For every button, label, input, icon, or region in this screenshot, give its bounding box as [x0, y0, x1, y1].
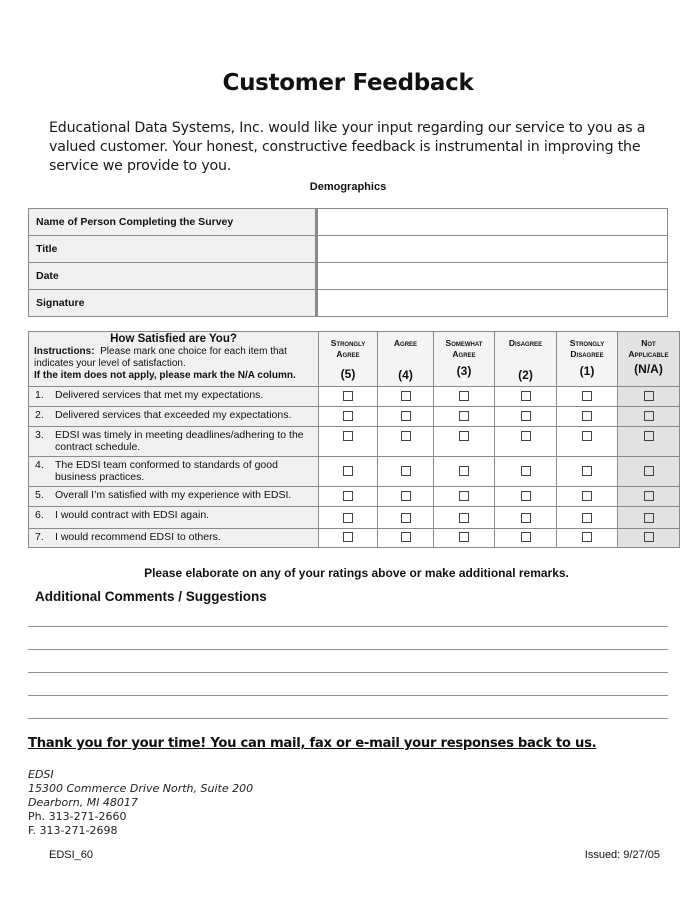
- checkbox-1[interactable]: [582, 411, 592, 421]
- checkbox-na[interactable]: [644, 532, 654, 542]
- fax-number: F. 313-271-2698: [28, 824, 118, 837]
- date-field[interactable]: [317, 263, 668, 290]
- question-number: 4.: [35, 459, 44, 471]
- signature-field[interactable]: [317, 290, 668, 317]
- checkbox-5[interactable]: [343, 491, 353, 501]
- checkbox-3[interactable]: [459, 532, 469, 542]
- col-score: (1): [579, 364, 595, 378]
- col-label: Applicable: [628, 349, 669, 359]
- form-id: EDSI_60: [49, 849, 94, 861]
- col-disagree: [495, 332, 557, 387]
- demographics-row: [29, 290, 668, 317]
- question-cell: [29, 387, 319, 407]
- checkbox-4[interactable]: [401, 491, 411, 501]
- checkbox-1[interactable]: [582, 431, 592, 441]
- checkbox-1[interactable]: [582, 513, 592, 523]
- name-field[interactable]: [317, 209, 668, 236]
- table-row: [29, 487, 680, 507]
- checkbox-2[interactable]: [521, 411, 531, 421]
- table-row: [29, 387, 680, 407]
- signature-label: Signature: [29, 290, 317, 317]
- checkbox-na[interactable]: [644, 491, 654, 501]
- checkbox-5[interactable]: [343, 391, 353, 401]
- comment-line-2[interactable]: [28, 649, 668, 650]
- question-text: Delivered services that exceeded my expectations.: [55, 409, 292, 421]
- question-number: 6.: [35, 509, 44, 521]
- col-label: Somewhat: [445, 338, 483, 348]
- elaborate-prompt: Please elaborate on any of your ratings above or make additional remarks.: [144, 566, 569, 580]
- thank-you-message: Thank you for your time! You can mail, fax or e-mail your responses back to us.: [28, 736, 597, 751]
- col-not-applicable: [618, 332, 680, 387]
- checkbox-na[interactable]: [644, 391, 654, 401]
- col-label: Agree: [336, 349, 360, 359]
- table-row: [29, 427, 680, 457]
- comment-line-1[interactable]: [28, 626, 668, 627]
- col-strongly-disagree: [557, 332, 618, 387]
- satisfaction-header-row: [29, 332, 680, 387]
- issued-date: Issued: 9/27/05: [584, 849, 660, 861]
- question-text: I would recommend EDSI to others.: [55, 531, 221, 543]
- col-agree: [378, 332, 434, 387]
- checkbox-2[interactable]: [521, 431, 531, 441]
- demographics-table: [28, 208, 668, 317]
- checkbox-3[interactable]: [459, 411, 469, 421]
- name-label: Name of Person Completing the Survey: [29, 209, 317, 236]
- col-label: Agree: [452, 349, 476, 359]
- checkbox-na[interactable]: [644, 513, 654, 523]
- satisfaction-table: [28, 331, 680, 548]
- question-number: 2.: [35, 409, 44, 421]
- checkbox-4[interactable]: [401, 391, 411, 401]
- comment-line-5[interactable]: [28, 718, 668, 719]
- table-row: [29, 507, 680, 529]
- checkbox-4[interactable]: [401, 466, 411, 476]
- question-text: Overall I’m satisfied with my experience with EDSI.: [55, 489, 292, 501]
- mailing-address: [28, 768, 253, 838]
- question-text: The EDSI team conformed to standards of good business practices.: [55, 459, 278, 483]
- checkbox-2[interactable]: [521, 491, 531, 501]
- col-label: Not: [641, 338, 656, 348]
- intro-paragraph: Educational Data Systems, Inc. would like your input regarding our service to you as a valued customer. Your honest, constructive feedback is instrumental in improving the service we provide to you.: [49, 120, 646, 174]
- checkbox-5[interactable]: [343, 411, 353, 421]
- street-address: 15300 Commerce Drive North, Suite 200: [28, 782, 254, 795]
- question-cell: [29, 507, 319, 529]
- checkbox-5[interactable]: [343, 431, 353, 441]
- checkbox-1[interactable]: [582, 391, 592, 401]
- checkbox-2[interactable]: [521, 466, 531, 476]
- checkbox-1[interactable]: [582, 466, 592, 476]
- col-label: Agree: [393, 338, 418, 348]
- satisfaction-instructions: [29, 332, 319, 387]
- col-score: (2): [518, 368, 533, 382]
- checkbox-3[interactable]: [459, 466, 469, 476]
- checkbox-5[interactable]: [343, 513, 353, 523]
- checkbox-3[interactable]: [459, 431, 469, 441]
- checkbox-1[interactable]: [582, 532, 592, 542]
- checkbox-2[interactable]: [521, 532, 531, 542]
- comments-heading: Additional Comments / Suggestions: [35, 589, 267, 604]
- title-label: Title: [29, 236, 317, 263]
- na-note: If the item does not apply, please mark the N/A column.: [34, 370, 296, 381]
- instructions-text: Please mark one choice for each item that indicates your level of satisfaction.: [34, 346, 287, 369]
- col-label: Strongly: [330, 338, 366, 348]
- question-cell: [29, 487, 319, 507]
- col-label: Disagree: [570, 349, 604, 359]
- checkbox-1[interactable]: [582, 491, 592, 501]
- question-number: 1.: [35, 389, 44, 401]
- question-cell: [29, 407, 319, 427]
- checkbox-3[interactable]: [459, 513, 469, 523]
- col-score: (4): [398, 368, 413, 382]
- question-number: 7.: [35, 531, 44, 543]
- title-field[interactable]: [317, 236, 668, 263]
- company-name: EDSI: [28, 768, 54, 781]
- checkbox-4[interactable]: [401, 411, 411, 421]
- checkbox-na[interactable]: [644, 411, 654, 421]
- satisfaction-heading: How Satisfied are You?: [110, 333, 237, 345]
- checkbox-3[interactable]: [459, 391, 469, 401]
- col-label: Disagree: [508, 338, 543, 348]
- col-label: Strongly: [569, 338, 605, 348]
- demographics-row: [29, 236, 668, 263]
- comment-line-3[interactable]: [28, 672, 668, 673]
- question-cell: [29, 427, 319, 457]
- checkbox-5[interactable]: [343, 532, 353, 542]
- checkbox-4[interactable]: [401, 532, 411, 542]
- city-state-zip: Dearborn, MI 48017: [28, 796, 138, 809]
- question-cell: [29, 457, 319, 487]
- col-strongly-agree: [319, 332, 378, 387]
- demographics-row: [29, 263, 668, 290]
- question-cell: [29, 529, 319, 548]
- col-score: (N/A): [634, 362, 663, 376]
- table-row: [29, 529, 680, 548]
- date-label: Date: [29, 263, 317, 290]
- demographics-heading: Demographics: [309, 181, 387, 193]
- checkbox-3[interactable]: [459, 491, 469, 501]
- question-text: Delivered services that met my expectations.: [55, 389, 264, 401]
- page-title: Customer Feedback: [222, 70, 474, 96]
- question-number: 3.: [35, 429, 44, 441]
- checkbox-2[interactable]: [521, 391, 531, 401]
- phone-number: Ph. 313-271-2660: [28, 810, 127, 823]
- checkbox-5[interactable]: [343, 466, 353, 476]
- checkbox-4[interactable]: [401, 431, 411, 441]
- checkbox-na[interactable]: [644, 466, 654, 476]
- checkbox-4[interactable]: [401, 513, 411, 523]
- question-text: I would contract with EDSI again.: [55, 509, 210, 521]
- table-row: [29, 407, 680, 427]
- table-row: [29, 457, 680, 487]
- col-somewhat-agree: [434, 332, 495, 387]
- col-score: (3): [456, 364, 472, 378]
- question-text: EDSI was timely in meeting deadlines/adhering to the contract schedule.: [55, 429, 304, 453]
- demographics-row: [29, 209, 668, 236]
- instructions-label: Instructions:: [34, 346, 95, 357]
- question-number: 5.: [35, 489, 44, 501]
- col-score: (5): [340, 367, 356, 381]
- comment-line-4[interactable]: [28, 695, 668, 696]
- checkbox-2[interactable]: [521, 513, 531, 523]
- checkbox-na[interactable]: [644, 431, 654, 441]
